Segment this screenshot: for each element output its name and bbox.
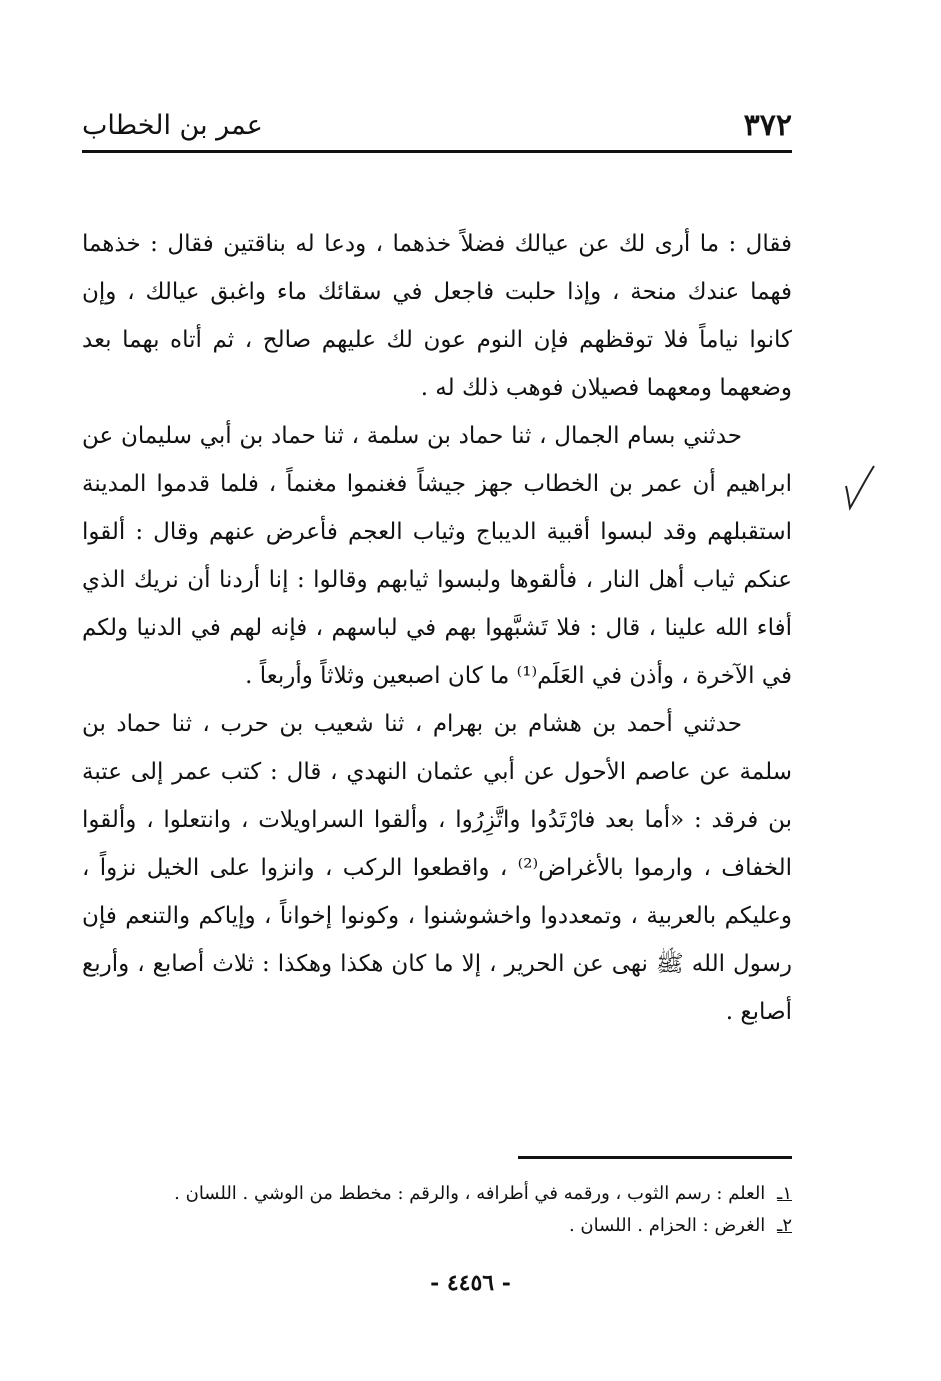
footnote-1-text: العلم : رسم الثوب ، ورقمه في أطرافه ، والرقم : مخطط من الوشي . اللسان . xyxy=(174,1183,766,1204)
margin-check-mark xyxy=(838,462,878,512)
paragraph-1: فقال : ما أرى لك عن عيالك فضلاً خذهما ، ودعا له بناقتين فقال : خذهما فهما عندك منحة ، وإذا حلبت فاجعل في سقائك ماء واغبق عيالك ، وإن كانوا نياماً فلا توقظهم فإن النوم عون لك عليهم صالح ، ثم أتاه بهما بعد وضعهما ومعهما فصيلان فوهب ذلك له . xyxy=(82,231,792,401)
footnote-2-number: ٢ـ xyxy=(777,1215,792,1236)
running-header xyxy=(82,104,792,150)
folio-number: - ٤٤٥٦ - xyxy=(430,1270,511,1296)
header-rule xyxy=(82,150,792,153)
footnote-2-text: الغرض : الحزام . اللسان . xyxy=(568,1215,766,1236)
running-title: عمر بن الخطاب xyxy=(82,110,263,141)
footnotes xyxy=(82,1178,792,1242)
paragraph-3: حدثني أحمد بن هشام بن بهرام ، ثنا شعيب بن حرب ، ثنا حماد بن سلمة عن عاصم الأحول عن أبي عثمان النهدي ، قال : كتب عمر إلى عتبة بن فرقد : «أما بعد فارْتَدُوا واتَّزِرُوا ، وألقوا السراويلات ، وانتعلوا ، وألقوا الخفاف ، وارموا بالأغراض⁽²⁾ ، واقطعوا الركب ، وانزوا على الخيل نزواً ، وعليكم بالعربية ، وتمعددوا واخشوشنوا ، وكونوا إخواناً ، وإياكم والتنعم فإن رسول الله ﷺ نهى عن الحرير ، إلا ما كان هكذا وهكذا : ثلاث أصابع ، وأربع أصابع . xyxy=(82,711,793,1025)
footnote-1-number: ١ـ xyxy=(777,1183,792,1204)
main-text xyxy=(82,220,792,1036)
footnote-2 xyxy=(82,1210,792,1242)
page-number: ٣٧٢ xyxy=(743,108,792,143)
footnote-1 xyxy=(82,1178,792,1210)
paragraph-2: حدثني بسام الجمال ، ثنا حماد بن سلمة ، ثنا حماد بن أبي سليمان عن ابراهيم أن عمر بن الخطاب جهز جيشاً فغنموا مغنماً ، فلما قدموا المدينة استقبلهم وقد لبسوا أقبية الديباج وثياب العجم فأعرض عنهم وقال : ألقوا عنكم ثياب أهل النار ، فألقوها ولبسوا ثيابهم وقالوا : إنا أردنا أن نريك الذي أفاء الله علينا ، قال : فلا تَشبَّهوا بهم في لباسهم ، فإنه لهم في الدنيا ولكم في الآخرة ، وأذن في العَلَم⁽¹⁾ ما كان اصبعين وثلاثاً وأربعاً . xyxy=(82,423,792,689)
footnote-rule xyxy=(518,1156,792,1159)
